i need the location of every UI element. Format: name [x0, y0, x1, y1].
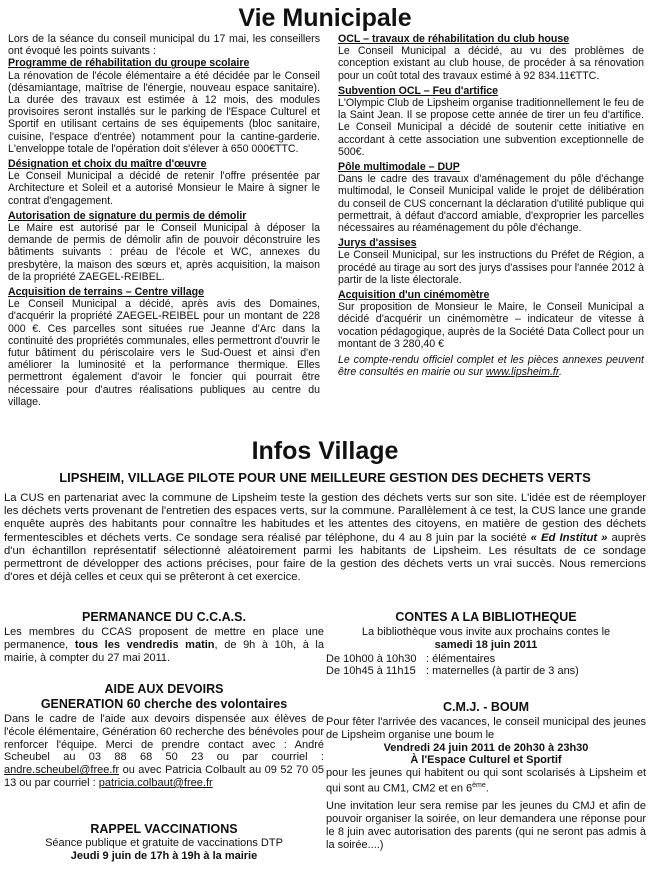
dechets-verts-paragraph — [4, 492, 646, 584]
paragraph: Sur proposition de Monsieur le Maire, le Conseil Municipal a décidé d'acquérir un cinémomètre – indicateur de vitesse à vocation pédagogique, auprès de la Société Data Collect pour un montant de 3 280,40 € — [338, 301, 644, 350]
vaccinations-title: RAPPEL VACCINATIONS — [90, 822, 238, 836]
vaccinations-text — [4, 837, 324, 863]
ccas-title: PERMANANCE DU C.C.A.S. — [82, 610, 246, 624]
paragraph: La rénovation de l'école élémentaire a été décidée par le Conseil (désamiantage, maîtrise de l'énergie, nouveau espace sanitaire). La durée des travaux est estimée à 12 mois, des modules provisoires seront installés sur le parking de l'Espace Culturel et Sportif en utilisant certains de ses équipements (bloc sanitaire, cuisine, l'espace d'entrée) notamment pour la cantine-garderie. L'enveloppe totale de l'opération doit s'élever à 650 000€TTC. — [8, 69, 320, 155]
aide-text — [4, 713, 324, 790]
contes-intro: La bibliothèque vous invite aux prochains contes le — [361, 626, 611, 638]
cmj-text-2-wrap — [326, 767, 646, 795]
cmj-title: C.M.J. - BOUM — [442, 700, 530, 714]
section-title-vie-municipale: Vie Municipale — [238, 4, 412, 32]
contes-desc: : élémentaires — [426, 652, 496, 665]
paragraph: Le Conseil Municipal a décidé de retenir l'offre présentée par Architecture et Soleil et a autorisé Monsieur le Maire à signer le contrat d'engagement. — [8, 170, 320, 207]
cmj-text-2-end: . — [485, 782, 489, 795]
ccas-text-1: Les membres du CCAS proposent de mettre en place une permanence, — [4, 626, 324, 651]
paragraph: Le Conseil Municipal a décidé, au vu des problèmes de conception existant au club house, de procéder à sa rénovation pour un coût total des travaux estimé à 92 834.11€TTC. — [338, 45, 644, 82]
subheading: Pôle multimodale – DUP — [338, 161, 460, 174]
contes-date: samedi 18 juin 2011 — [434, 638, 538, 651]
institut-name: « Ed Institut » — [530, 531, 608, 544]
section-title-infos-village: Infos Village — [251, 437, 399, 465]
cmj-text-3: Une invitation leur sera remise par les jeunes du CMJ et afin de pouvoir organiser la soirée, on leur demandera une réponse pour le 8 juin avec autorisation des parents (qui ne seront pas admis à la soirée....) — [326, 800, 646, 851]
subheading: Acquisition d'un cinémomètre — [338, 289, 490, 302]
closing-note — [338, 354, 644, 378]
contes-title: CONTES A LA BIBLIOTHEQUE — [395, 610, 577, 624]
contes-desc: : maternelles (à partir de 3 ans) — [426, 665, 579, 678]
ccas-text — [4, 626, 324, 664]
paragraph: Le Maire est autorisé par le Conseil Municipal à déposer la demande de permis de démolir afin de pouvoir déconstruire les bâtiments suivants : préau de l'école et WC, annexes du presbytère, la maison des sœurs et, après acquisition, la maison de la propriété ZAEGEL-REIBEL. — [8, 222, 320, 283]
subheading: Désignation et choix du maître d'œuvre — [8, 158, 207, 171]
paragraph: Le Conseil Municipal a décidé, après avis des Domaines, d'acquérir la propriété ZAEGEL-REIBEL pour un montant de 228 000 €. Ces parcelles sont situées rue Jeanne d'Arc dans la continuité des propriétés communales, elles permettront d'ouvrir le futur bâtiment du périscolaire vers le Sud-Ouest et ainsi d'en améliorer la luminosité et la performance thermique. Elles permettront également d'avoir le foncier qui pourrait être nécessaire pour d'autres réalisations publiques au centre du village. — [8, 298, 320, 408]
subheading: Programme de réhabilitation du groupe scolaire — [8, 57, 250, 70]
vaccinations-line-1: Séance publique et gratuite de vaccinations DTP — [45, 837, 283, 849]
cmj-when: Vendredi 24 juin 2011 de 20h30 à 23h30 — [383, 741, 589, 754]
right-column — [338, 33, 644, 378]
aide-text-1: Dans le cadre de l'aide aux devoirs dispensée aux élèves de l'école élémentaire, Génération 60 recherche des bénévoles pour renforcer l'équipe. Merci de prendre contact avec : André Scheubel au 03 88 68 50 23 ou par courriel : — [4, 713, 324, 764]
aide-title-2: GENERATION 60 cherche des volontaires — [40, 697, 288, 711]
subheading: Acquisition de terrains – Centre village — [8, 286, 205, 299]
intro-text: Lors de la séance du conseil municipal du 17 mai, les conseillers ont évoqué les points suivants : — [8, 33, 320, 58]
vaccinations-line-2: Jeudi 9 juin de 17h à 19h à la mairie — [70, 849, 258, 862]
website-link[interactable]: www.lipsheim.fr — [485, 366, 560, 379]
cmj-text — [326, 716, 646, 852]
left-column — [8, 33, 320, 408]
contes-time: De 10h45 à 11h15 — [326, 665, 416, 678]
closing-end: . — [559, 366, 562, 379]
aide-title-1: AIDE AUX DEVOIRS — [104, 682, 224, 696]
banner-dechets-verts: LIPSHEIM, VILLAGE PILOTE POUR UNE MEILLEURE GESTION DES DECHETS VERTS — [59, 470, 591, 485]
contes-row — [326, 653, 646, 666]
email-patricia-link[interactable]: patricia.colbaut@free.fr — [98, 776, 213, 789]
contes-text — [326, 626, 646, 678]
closing-text: Le compte-rendu officiel complet et les pièces annexes peuvent être consultés en mairie ou sur — [338, 354, 644, 379]
paragraph: Le Conseil Municipal, sur les instructions du Préfet de Région, a procédé au tirage au sort des jurys d'assises pour l'année 2012 à partir de la liste électorale. — [338, 249, 644, 286]
subheading: Jurys d'assises — [338, 237, 417, 250]
cmj-text-1: Pour fêter l'arrivée des vacances, le conseil municipal des jeunes de Lipsheim organise une boum le — [326, 716, 646, 741]
subheading: Autorisation de signature du permis de démolir — [8, 209, 247, 222]
ccas-text-bold: tous les vendredis matin — [74, 638, 215, 651]
cmj-text-2: pour les jeunes qui habitent ou qui sont scolarisés à Lipsheim et qui sont au CM1, CM2 et en 6 — [326, 767, 646, 795]
contes-time: De 10h00 à 10h30 — [326, 652, 417, 665]
paragraph-part-1: La CUS en partenariat avec la commune de Lipsheim teste la gestion des déchets verts sur son site. L'idée est de réemployer les déchets verts provenant de l'entretien des espaces verts, sur la commune. Parallèlement à ce test, la CUS lance une grande enquête auprès des habitants pour connaître les habitudes et les attentes des citoyens, en matière de gestion des déchets fermentescibles et déchets verts. Ce sondage sera réalisé par téléphone, du 4 au 8 juin par la société — [4, 492, 646, 544]
cmj-superscript: ème — [472, 781, 486, 789]
paragraph: Dans le cadre des travaux d'aménagement du pôle d'échange multimodal, le Conseil Municipal valide le projet de délibération du conseil de CUS concernant la déclaration d'utilité publique qui permettrait, à défaut d'accord amiable, d'exproprier les parcelles nécessaires au réaménagement du pôle d'échange. — [338, 173, 644, 235]
paragraph-part-2: auprès d'un échantillon représentatif sélectionné aléatoirement parmi les habitants de Lipsheim. Les résultats de ce sondage permettront de développer des actions précises, pour faire de la gestion des déchets verts un vrai succès. Nous remercions d'ores et déjà celles et ceux qui se prêteront à cet exercice. — [4, 531, 647, 584]
email-andre-link[interactable]: andre.scheubel@free.fr — [4, 764, 120, 777]
contes-row — [326, 665, 646, 678]
subheading: OCL – travaux de réhabilitation du club house — [338, 33, 570, 45]
aide-text-2: ou avec Patricia Colbault au 09 52 70 05 13 ou par courriel : — [4, 764, 324, 789]
paragraph: L'Olympic Club de Lipsheim organise traditionnellement le feu de la Saint Jean. Il se propose cette année de tirer un feu d'artifice. Le Conseil Municipal a décidé de soutenir cette initiative en accordant à cette association une subvention exceptionnelle de 500€. — [338, 97, 644, 158]
cmj-where: À l'Espace Culturel et Sportif — [410, 754, 562, 767]
subheading: Subvention OCL – Feu d'artifice — [338, 84, 499, 97]
ccas-text-2: , de 9h à 10h, à la mairie, à compter du 27 mai 2011. — [4, 638, 324, 664]
